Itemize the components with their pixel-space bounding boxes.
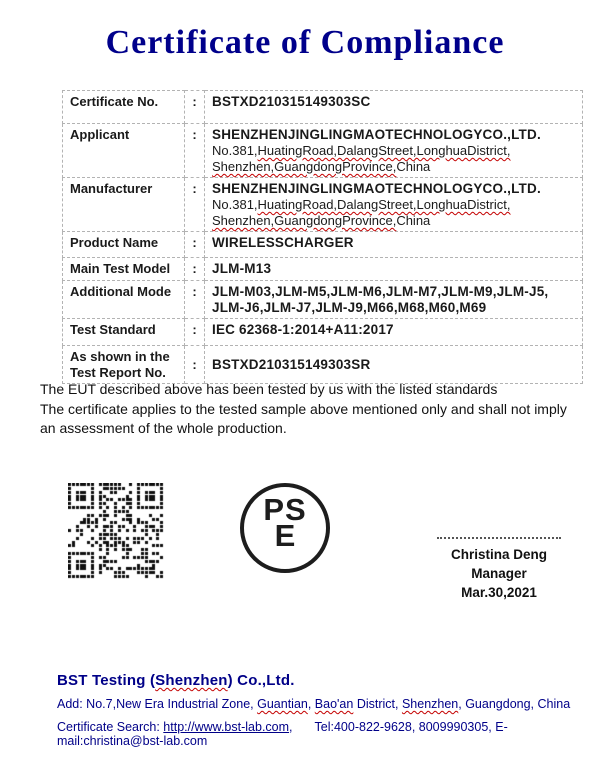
- row-label: Certificate No.: [63, 91, 185, 124]
- table-row: [63, 319, 583, 346]
- text-segment: Shenzhen: [155, 672, 228, 689]
- table-row: [63, 91, 583, 124]
- row-value: [205, 124, 583, 178]
- signatory-name: Christina Deng: [450, 547, 547, 562]
- value-line: [212, 94, 578, 110]
- table-row: [63, 124, 583, 178]
- text-segment: JLM-J6,JLM-J7,JLM-J9,M66,M68,M60,M69: [212, 300, 487, 315]
- text-segment: BSTXD210315149303SR: [212, 357, 371, 372]
- body-line: The EUT described above has been tested by us with the listed standards: [40, 381, 498, 397]
- row-colon: :: [185, 178, 205, 232]
- text-segment: SHENZHENJINGLINGMAOTECHNOLOGYCO.,LTD.: [212, 127, 541, 142]
- text-segment: Shenzhen,GuangdongProvince,: [212, 159, 397, 174]
- text-segment: No.381,: [212, 197, 258, 212]
- value-line: [212, 197, 578, 213]
- table-row: [63, 281, 583, 319]
- row-colon: :: [185, 124, 205, 178]
- footer: [57, 672, 597, 748]
- row-value: [205, 232, 583, 258]
- text-segment: BST Testing (: [57, 672, 156, 689]
- row-colon: :: [185, 281, 205, 319]
- body-line: The certificate applies to the tested sample above mentioned only and shall not imply: [40, 400, 567, 417]
- footer-company-name: [57, 672, 597, 689]
- row-value: [205, 91, 583, 124]
- text-segment: BSTXD210315149303SC: [212, 94, 371, 109]
- value-line: [212, 357, 578, 373]
- table-row: [63, 232, 583, 258]
- row-value: [205, 258, 583, 281]
- text-segment: Bao'an: [314, 697, 354, 711]
- row-colon: :: [185, 232, 205, 258]
- text-segment: Shenzhen,GuangdongProvince,: [212, 213, 397, 228]
- qr-code: [68, 483, 164, 579]
- text-segment: SHENZHENJINGLINGMAOTECHNOLOGYCO.,LTD.: [212, 181, 541, 196]
- value-line: [212, 213, 578, 229]
- text-segment: , Guangdong, China: [458, 697, 571, 711]
- row-label: Manufacturer: [63, 178, 185, 232]
- text-segment: WIRELESSCHARGER: [212, 235, 354, 250]
- value-line: [212, 284, 578, 300]
- row-label: Additional Mode: [63, 281, 185, 319]
- row-label: Test Standard: [63, 319, 185, 346]
- value-line: [212, 322, 578, 338]
- value-line: [212, 127, 578, 143]
- row-value: [205, 281, 583, 319]
- compliance-table-body: [63, 91, 583, 384]
- value-line: [212, 159, 578, 175]
- signature-dotted-line: [437, 537, 561, 539]
- text-segment: IEC 62368-1:2014+A11:2017: [212, 322, 394, 337]
- search-comma: ,: [289, 720, 293, 734]
- row-label: Main Test Model: [63, 258, 185, 281]
- text-segment: HuatingRoad,DalangStreet,LonghuaDistrict,: [257, 197, 511, 212]
- value-line: [212, 300, 578, 316]
- table-row: [63, 178, 583, 232]
- text-segment: No.381,: [212, 143, 258, 158]
- text-segment: China: [396, 159, 431, 174]
- row-colon: :: [185, 346, 205, 384]
- text-segment: HuatingRoad,DalangStreet,LonghuaDistrict,: [257, 143, 511, 158]
- row-colon: :: [185, 258, 205, 281]
- signature-date: Mar.30,2021: [461, 585, 537, 600]
- value-line: [212, 143, 578, 159]
- text-segment: District,: [353, 697, 402, 711]
- row-value: [205, 178, 583, 232]
- footer-address: [57, 697, 597, 711]
- row-colon: :: [185, 319, 205, 346]
- table-row: [63, 346, 583, 384]
- text-segment: JLM-M03,JLM-M5,JLM-M6,JLM-M7,JLM-M9,JLM-J5,: [212, 284, 549, 299]
- body-line: an assessment of the whole production.: [40, 420, 287, 436]
- signatory-role: Manager: [471, 566, 527, 581]
- body-paragraph: [40, 380, 592, 439]
- pse-mark-top-text: PS: [263, 492, 307, 527]
- pse-mark: [240, 483, 330, 573]
- row-colon: :: [185, 91, 205, 124]
- certificate-search-link[interactable]: http://www.bst-lab.com: [163, 720, 290, 734]
- page-title: Certificate of Compliance: [105, 24, 505, 61]
- text-segment: ) Co.,Ltd.: [227, 672, 295, 689]
- row-label: Applicant: [63, 124, 185, 178]
- row-label: Product Name: [63, 232, 185, 258]
- value-line: [212, 181, 578, 197]
- row-value: [205, 346, 583, 384]
- compliance-table: [62, 90, 583, 384]
- text-segment: JLM-M13: [212, 261, 272, 276]
- text-segment: Add: No.7,New Era Industrial Zone,: [57, 697, 258, 711]
- text-segment: Guantian: [257, 697, 308, 711]
- text-segment: ,: [307, 697, 315, 711]
- pse-mark-bottom-text: E: [274, 518, 296, 553]
- certificate-search-label: Certificate Search:: [57, 720, 164, 734]
- value-line: [212, 261, 578, 277]
- footer-search-line: [57, 720, 597, 748]
- row-value: [205, 319, 583, 346]
- signature-block: [428, 537, 570, 602]
- row-label: As shown in the Test Report No.: [63, 346, 185, 384]
- value-line: [212, 235, 578, 251]
- table-row: [63, 258, 583, 281]
- footer-contact: Tel:400-822-9628, 8009990305, E-mail:christina@bst-lab.com: [57, 720, 508, 748]
- text-segment: Shenzhen: [401, 697, 459, 711]
- text-segment: China: [396, 213, 431, 228]
